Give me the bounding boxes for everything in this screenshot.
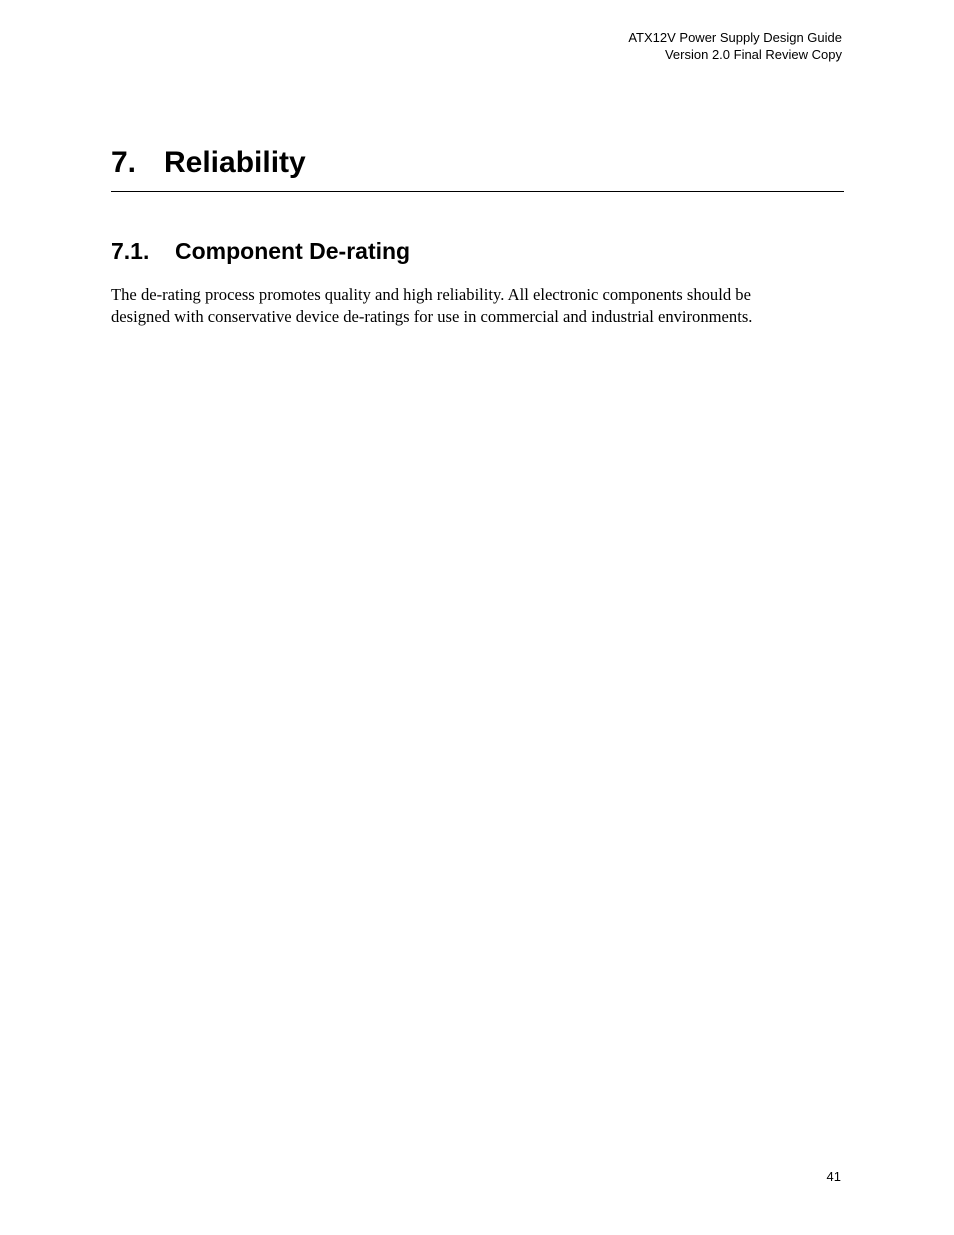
section-number: 7.1. [111, 238, 150, 264]
header-version: Version 2.0 Final Review Copy [664, 47, 842, 62]
section-title: Component De-rating [175, 238, 411, 264]
page-number: 41 [826, 1169, 841, 1184]
chapter-title: Reliability [164, 146, 306, 179]
body-line: designed with conservative device de-ratings for use in commercial and industrial environments. [111, 307, 753, 326]
body-paragraph [111, 284, 846, 328]
section-heading [111, 234, 410, 268]
chapter-heading [111, 141, 844, 192]
running-header [628, 29, 842, 63]
chapter-number: 7. [111, 146, 137, 179]
header-document-title: ATX12V Power Supply Design Guide [628, 30, 842, 45]
body-line: The de-rating process promotes quality and high reliability. All electronic components should be [111, 285, 751, 304]
